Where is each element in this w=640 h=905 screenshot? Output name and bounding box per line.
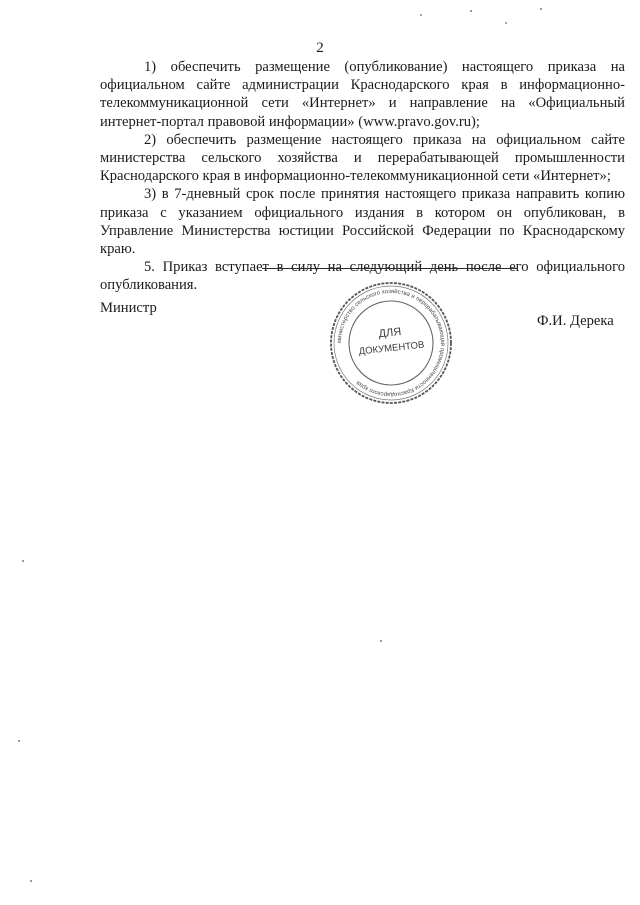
- scan-speck: [380, 640, 382, 642]
- paragraph-2: 2) обеспечить размещение настоящего приказа на официальном сайте министерства сельского хозяйства и перерабатывающей промышленности Краснодарского края в информационно-телекоммуникационной сети «Интернет»;: [100, 131, 625, 185]
- scan-speck: [22, 560, 24, 562]
- stamp-ring-textpath: министерство сельского хозяйства и перерабатывающей промышленности Краснодарского края: [336, 288, 446, 398]
- scan-speck: [18, 740, 20, 742]
- paragraph-4: 5. Приказ вступает в силу на следующий день после его официального опубликования.: [100, 259, 625, 294]
- document-body: [100, 58, 625, 295]
- scan-speck: [505, 22, 507, 24]
- paragraph-1: 1) обеспечить размещение (опубликование) настоящего приказа на официальном сайте администрации Краснодарского края в информационно-телекоммуникационной сети «Интернет» и направление на «Официальный интернет-портал правовой информации» (www.pravo.gov.ru);: [100, 59, 625, 130]
- scan-speck: [30, 880, 32, 882]
- stamp-line-1: ДЛЯ: [378, 325, 402, 341]
- divider-line: [262, 268, 517, 269]
- signer-name: Ф.И. Дерека: [537, 313, 614, 329]
- scan-speck: [420, 14, 422, 16]
- stamp-icon: [326, 278, 456, 408]
- scan-speck: [470, 10, 472, 12]
- stamp-line-2: ДОКУМЕНТОВ: [358, 339, 425, 358]
- scan-speck: [540, 8, 542, 10]
- signer-title: Министр: [100, 300, 157, 316]
- paragraph-3: 3) в 7-дневный срок после принятия настоящего приказа направить копию приказа с указанием официального издания в котором он опубликован, в Управление Министерства юстиции Российской Федерации по Краснодарскому краю.: [100, 186, 625, 258]
- official-stamp: [326, 278, 456, 408]
- page-number: 2: [316, 40, 324, 56]
